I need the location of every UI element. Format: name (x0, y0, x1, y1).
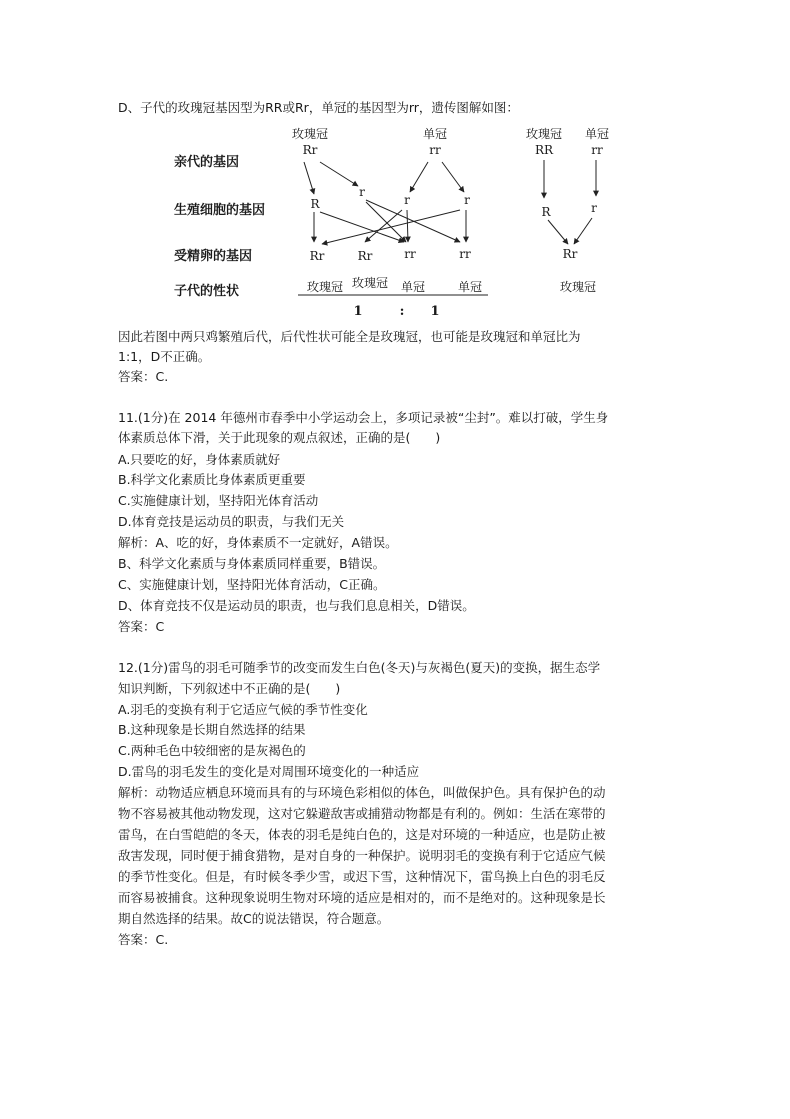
ratio-right: 1 (430, 304, 440, 319)
left-offspring-2: 玫瑰冠 (351, 276, 389, 290)
arrow-parent1-gamete2 (320, 162, 358, 186)
conclusion-line-2: 1:1，D不正确。 (118, 349, 211, 364)
q11-option-d: D.体育竞技是运动员的职责，与我们无关 (118, 514, 345, 529)
arrow-parent2-gamete3 (410, 162, 428, 192)
answer-q10: 答案：C. (118, 369, 169, 384)
left-zygote-3: rr (404, 247, 416, 261)
left-parent1-gene: Rr (302, 143, 318, 157)
right-parent1-gene: RR (534, 143, 554, 157)
q11-analysis-1: 解析：A、吃的好，身体素质不一定就好，A错误。 (118, 535, 398, 550)
q12-analysis-2: 物不容易被其他动物发现，这对它躲避敌害或捕猎动物都是有利的。例如：生活在寒带的 (118, 806, 606, 821)
q12-analysis-3: 雷鸟，在白雪皑皑的冬天，体表的羽毛是纯白色的，这是对环境的一种适应，也是防止被 (118, 827, 606, 842)
left-zygote-1: Rr (309, 249, 325, 263)
row-label-offspring: 子代的性状 (174, 284, 240, 299)
ratio-sep: : (399, 304, 405, 319)
q11-analysis-4: D、体育竞技不仅是运动员的职责，也与我们息息相关，D错误。 (118, 598, 475, 613)
left-parent1-trait: 玫瑰冠 (291, 127, 329, 141)
q12-analysis-6: 而容易被捕食。这种现象说明生物对环境的适应是相对的，而不是绝对的。这种现象是长 (118, 890, 606, 905)
inheritance-diagram (170, 120, 620, 325)
left-zygote-2: Rr (357, 249, 373, 263)
left-gamete-3: r (404, 193, 410, 207)
right-gamete-1: R (541, 205, 551, 219)
q11-option-a: A.只要吃的好，身体素质就好 (118, 452, 281, 467)
q12-option-a: A.羽毛的变换有利于它适应气候的季节性变化 (118, 702, 368, 717)
q12-option-d: D.雷鸟的羽毛发生的变化是对周围环境变化的一种适应 (118, 764, 420, 779)
arrow-parent2-gamete4 (442, 162, 464, 192)
left-offspring-4: 单冠 (457, 280, 483, 294)
row-label-gamete: 生殖细胞的基因 (174, 203, 266, 218)
left-parent2-gene: rr (429, 143, 441, 157)
q11-option-c: C.实施健康计划，坚持阳光体育活动 (118, 493, 319, 508)
q11-analysis-2: B、科学文化素质与身体素质同样重要，B错误。 (118, 556, 386, 571)
q11-option-b: B.科学文化素质比身体素质更重要 (118, 472, 306, 487)
q12-analysis-4: 敌害发现，同时便于捕食猎物，是对自身的一种保护。说明羽毛的变换有利于它适应气候 (118, 848, 606, 863)
right-parent1-trait: 玫瑰冠 (525, 127, 563, 141)
intro-text: D、子代的玫瑰冠基因型为RR或Rr，单冠的基因型为rr，遗传图解如图： (118, 100, 519, 115)
left-gamete-1: R (310, 197, 320, 211)
arrow-g4-z1 (322, 210, 460, 244)
right-parent2-gene: rr (591, 143, 603, 157)
q11-answer: 答案：C (118, 619, 165, 634)
arrow-parent1-gamete1 (304, 162, 314, 194)
q11-stem-2: 体素质总体下滑，关于此现象的观点叙述，正确的是( ) (118, 430, 441, 445)
ratio-left: 1 (353, 304, 363, 319)
q12-option-b: B.这种现象是长期自然选择的结果 (118, 722, 306, 737)
arrow-right-g2 (574, 218, 592, 244)
q12-answer: 答案：C. (118, 932, 169, 947)
q12-analysis-5: 的季节性变化。但是，有时候冬季少雪，或迟下雪，这种情况下，雷鸟换上白色的羽毛反 (118, 869, 606, 884)
left-parent2-trait: 单冠 (422, 127, 448, 141)
right-zygote: Rr (562, 247, 578, 261)
right-parent2-trait: 单冠 (584, 127, 610, 141)
right-gamete-2: r (591, 201, 597, 215)
q11-stem-1: 11.(1分)在 2014 年德州市春季中小学运动会上，多项记录被“尘封”。难以打破，学生身 (118, 410, 609, 425)
q12-option-c: C.两种毛色中较细密的是灰褐色的 (118, 743, 306, 758)
left-gamete-2: r (359, 185, 365, 199)
row-label-parent: 亲代的基因 (174, 155, 240, 170)
conclusion-line-1: 因此若图中两只鸡繁殖后代，后代性状可能全是玫瑰冠，也可能是玫瑰冠和单冠比为 (118, 329, 581, 344)
row-label-zygote: 受精卵的基因 (174, 249, 253, 264)
left-gamete-4: r (464, 193, 470, 207)
left-zygote-4: rr (459, 247, 471, 261)
q12-analysis-1: 解析：动物适应栖息环境而具有的与环境色彩相似的体色，叫做保护色。具有保护色的动 (118, 785, 606, 800)
arrow-g2-z4 (366, 200, 460, 242)
left-offspring-3: 单冠 (400, 280, 426, 294)
arrow-g3-z3 (407, 210, 408, 242)
q12-analysis-7: 期自然选择的结果。故C的说法错误，符合题意。 (118, 911, 390, 926)
q12-stem-1: 12.(1分)雷鸟的羽毛可随季节的改变而发生白色(冬天)与灰褐色(夏天)的变换，据生态学 (118, 660, 601, 675)
q11-analysis-3: C、实施健康计划，坚持阳光体育活动，C正确。 (118, 577, 386, 592)
right-offspring: 玫瑰冠 (559, 280, 597, 294)
left-offspring-1: 玫瑰冠 (306, 280, 344, 294)
q12-stem-2: 知识判断，下列叙述中不正确的是( ) (118, 681, 341, 696)
arrow-right-g1 (548, 220, 568, 244)
